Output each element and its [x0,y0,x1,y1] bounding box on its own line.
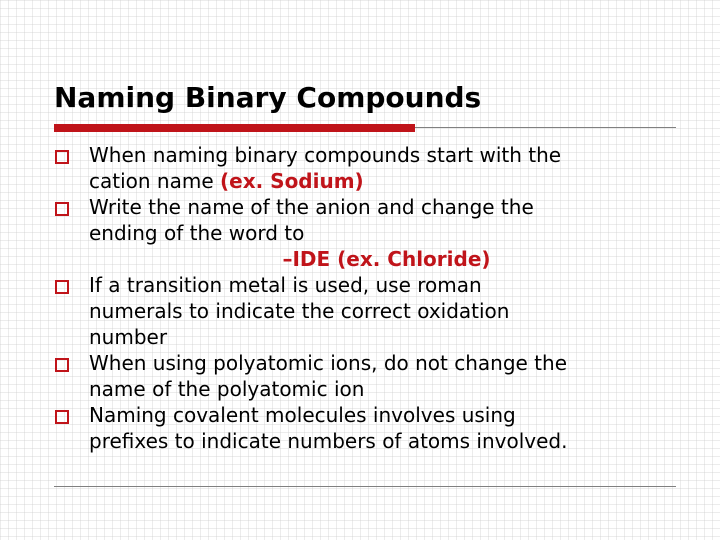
title-divider-line [415,127,676,128]
hollow-square-bullet-icon [55,150,69,164]
example-highlight: (ex. Sodium) [220,169,364,193]
bullet-text: When naming binary compounds start with the [89,143,562,167]
bullet-text-continued: ending of the word to [89,221,305,245]
bullet-text: Write the name of the anion and change the [89,195,534,219]
title-accent-bar [54,124,415,132]
bullet-text-plain: cation name [89,169,220,193]
bullet-text-continued: numerals to indicate the correct oxidation [89,299,510,323]
slide-title: Naming Binary Compounds [54,81,482,114]
bullet-list [54,142,694,454]
bullet-text: Naming covalent molecules involves using [89,403,516,427]
hollow-square-bullet-icon [55,280,69,294]
bullet-item-covalent [54,402,694,454]
hollow-square-bullet-icon [55,358,69,372]
bullet-text: When using polyatomic ions, do not change the [89,351,568,375]
bullet-item-transition-metal [54,272,694,350]
bullet-item-polyatomic [54,350,694,402]
example-highlight: –IDE (ex. Chloride) [282,247,491,271]
bullet-item-anion [54,194,694,272]
bullet-text-continued [89,168,694,194]
bullet-item-cation [54,142,694,194]
hollow-square-bullet-icon [55,410,69,424]
hollow-square-bullet-icon [55,202,69,216]
bullet-text-continued: prefixes to indicate numbers of atoms involved. [89,429,568,453]
bullet-text: If a transition metal is used, use roman [89,273,482,297]
bullet-text-continued: number [89,325,168,349]
bullet-text-continued: name of the polyatomic ion [89,377,365,401]
footer-divider-line [54,486,676,487]
